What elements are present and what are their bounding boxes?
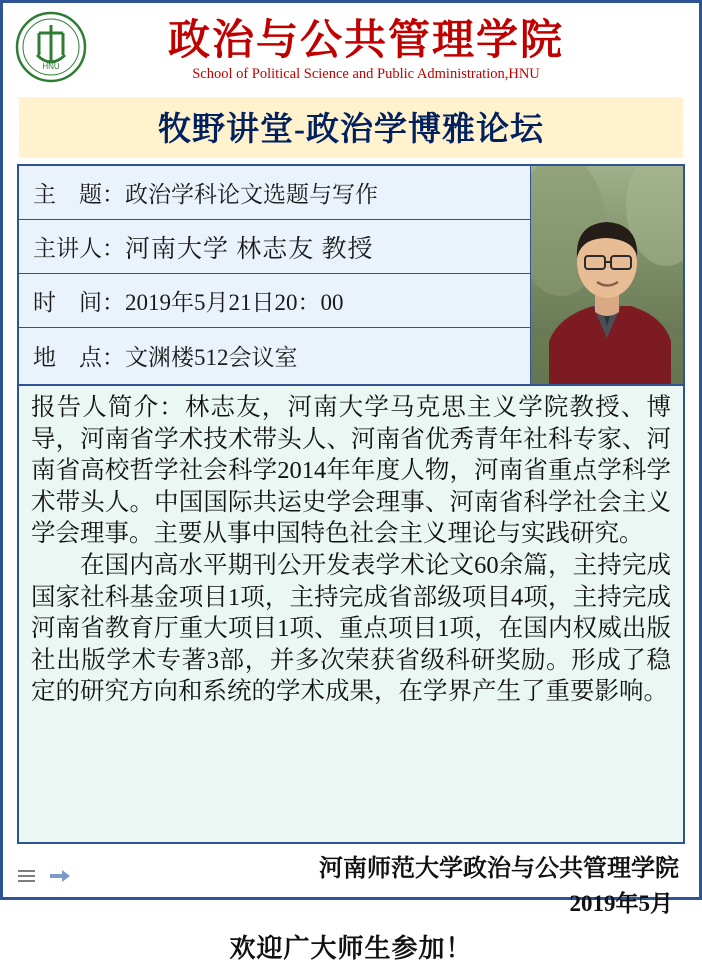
lecture-title-banner xyxy=(19,97,683,158)
speaker-portrait xyxy=(530,166,683,384)
lecture-title: 牧野讲堂-政治学博雅论坛 xyxy=(158,112,544,148)
speaker-bio-block xyxy=(17,386,685,844)
bio-paragraph-2: 在国内高水平期刊公开发表学术论文60余篇，主持完成国家社科基金项目1项，主持完成省部级项目4项，主持完成河南省教育厅重大项目1项、重点项目1项，在国内权威出版社出版学术专著3部，并多次荣获省级科研奖励。形成了稳定的研究方向和系统的学术成果，在学界产生了重要影响。 xyxy=(31,551,671,706)
topic-value: 政治学科论文选题与写作 xyxy=(125,182,378,207)
location-value: 文渊楼512会议室 xyxy=(125,344,298,370)
arrow-right-icon xyxy=(49,868,71,889)
speaker-value: 河南大学 林志友 教授 xyxy=(125,235,374,263)
svg-text:HNU: HNU xyxy=(42,62,60,71)
topic-label: 主 题： xyxy=(33,182,125,207)
hnu-emblem-logo xyxy=(15,11,87,83)
lecture-info-block xyxy=(17,164,685,386)
speaker-label: 主讲人： xyxy=(33,236,125,261)
list-lines-icon xyxy=(17,868,37,889)
bottom-icon-group xyxy=(17,868,71,889)
school-name-cn: 政治与公共管理学院 xyxy=(167,17,564,64)
welcome-message: 欢迎广大师生参加！ xyxy=(229,934,473,963)
school-name-en: School of Political Science and Public Administration,HNU xyxy=(192,66,540,83)
time-label: 时 间： xyxy=(33,290,125,315)
poster-date: 2019年5月 xyxy=(569,891,673,916)
time-value: 2019年5月21日20：00 xyxy=(125,290,344,315)
bio-paragraph-1: 报告人简介：林志友，河南大学马克思主义学院教授、博导，河南省学术技术带头人、河南省优秀青年社科专家、河南省高校哲学社会科学2014年年度人物，河南省重点学科学术带头人。中国国际共运史学会理事、河南省科学社会主义学会理事。主要从事中国特色社会主义理论与实践研究。 xyxy=(31,394,671,548)
poster-header xyxy=(3,3,699,95)
location-label: 地 点： xyxy=(33,344,125,370)
organizer-name: 河南师范大学政治与公共管理学院 xyxy=(319,856,679,882)
poster-footer xyxy=(17,848,685,918)
